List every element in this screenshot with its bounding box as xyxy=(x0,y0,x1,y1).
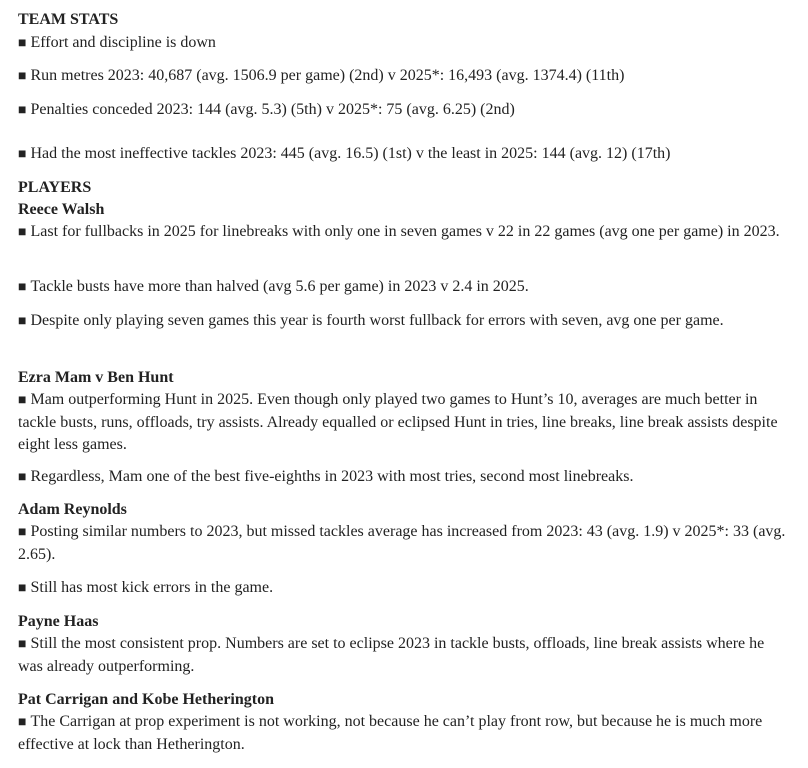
players-heading: PLAYERS xyxy=(18,179,92,196)
player-stat-item: ■ Despite only playing seven games this year is fourth worst fullback for errors with seven, avg one per game. xyxy=(18,312,724,329)
bullet-icon: ■ xyxy=(18,525,27,540)
bullet-icon: ■ xyxy=(18,637,27,652)
bullet-icon: ■ xyxy=(18,36,27,51)
bullet-icon: ■ xyxy=(18,280,27,295)
player-stat-item: ■ Mam outperforming Hunt in 2025. Even though only played two games to Hunt’s 10, averages are much better in tackle busts, runs, offloads, try assists. Already equalled or eclipsed Hunt in tries, line breaks, line break assists despite eight less games. xyxy=(18,391,778,453)
bullet-icon: ■ xyxy=(18,470,27,485)
player-heading-payne-haas: Payne Haas xyxy=(18,613,99,630)
player-stat-item: ■ Posting similar numbers to 2023, but missed tackles average has increased from 2023: 43 (avg. 1.9) v 2025*: 33 (avg. 2.65). xyxy=(18,523,786,563)
bullet-icon: ■ xyxy=(18,103,27,118)
bullet-icon: ■ xyxy=(18,314,27,329)
bullet-icon: ■ xyxy=(18,715,27,730)
player-stat-item: ■ Tackle busts have more than halved (avg 5.6 per game) in 2023 v 2.4 in 2025. xyxy=(18,278,529,295)
player-stat-item: ■ Still has most kick errors in the game. xyxy=(18,579,274,596)
player-heading-adam-reynolds: Adam Reynolds xyxy=(18,501,127,518)
team-stat-item: ■ Had the most ineffective tackles 2023: 445 (avg. 16.5) (1st) v the least in 2025: 144 (avg. 12) (17th) xyxy=(18,145,671,162)
bullet-icon: ■ xyxy=(18,147,27,162)
player-stat-item: ■ Last for fullbacks in 2025 for linebreaks with only one in seven games v 22 in 22 games (avg one per game) in 2023. xyxy=(18,223,780,240)
bullet-icon: ■ xyxy=(18,69,27,84)
bullet-icon: ■ xyxy=(18,225,27,240)
bullet-icon: ■ xyxy=(18,581,27,596)
player-heading-mam-v-hunt: Ezra Mam v Ben Hunt xyxy=(18,369,174,386)
player-stat-item: ■ Regardless, Mam one of the best five-eighths in 2023 with most tries, second most linebreaks. xyxy=(18,468,634,485)
player-stat-item: ■ The Carrigan at prop experiment is not working, not because he can’t play front row, but because he is much more effective at lock than Hetherington. xyxy=(18,713,763,753)
player-heading-reece-walsh: Reece Walsh xyxy=(18,201,105,218)
bullet-icon: ■ xyxy=(18,393,27,408)
team-stat-item: ■ Run metres 2023: 40,687 (avg. 1506.9 per game) (2nd) v 2025*: 16,493 (avg. 1374.4) (11th) xyxy=(18,67,625,84)
team-stat-item: ■ Effort and discipline is down xyxy=(18,34,216,51)
player-heading-carrigan-hetherington: Pat Carrigan and Kobe Hetherington xyxy=(18,691,274,708)
team-stats-heading: TEAM STATS xyxy=(18,11,119,28)
team-stat-item: ■ Penalties conceded 2023: 144 (avg. 5.3) (5th) v 2025*: 75 (avg. 6.25) (2nd) xyxy=(18,101,515,118)
player-stat-item: ■ Still the most consistent prop. Numbers are set to eclipse 2023 in tackle busts, offloads, line break assists where he was already outperforming. xyxy=(18,635,765,675)
